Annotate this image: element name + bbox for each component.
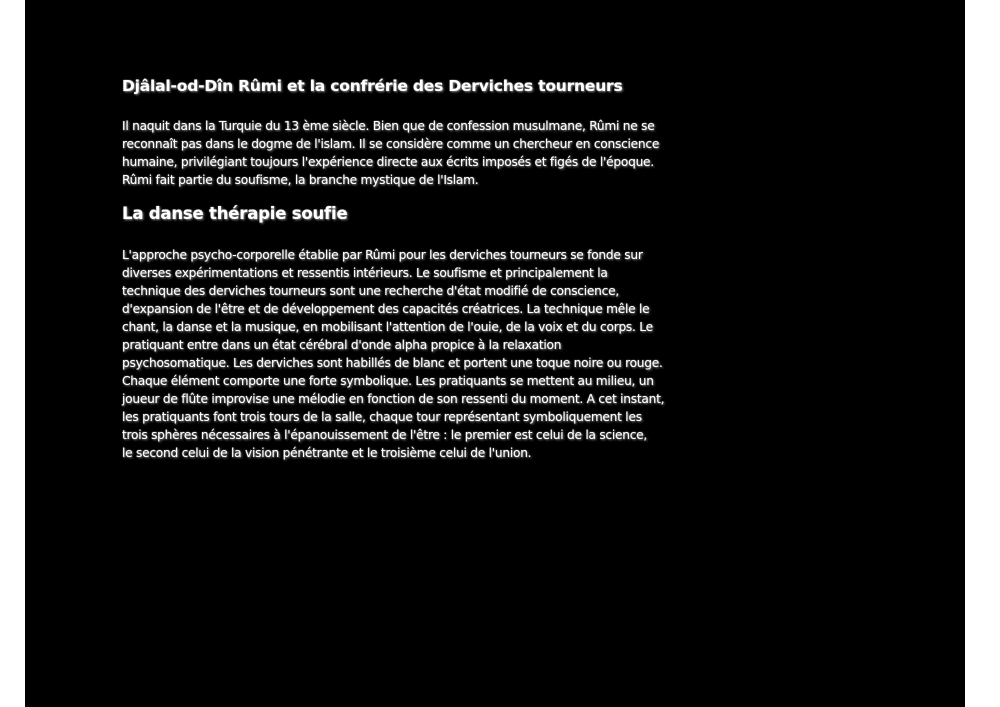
body-line: le second celui de la vision pénétrante et le troisième celui de l'union. — [122, 446, 532, 460]
intro-paragraph — [122, 117, 692, 189]
body-line: Chaque élément comporte une forte symbolique. Les pratiquants se mettent au milieu, un — [122, 374, 654, 388]
body-line: les pratiquants font trois tours de la salle, chaque tour représentant symboliquement les — [122, 410, 642, 424]
intro-line: humaine, privilégiant toujours l'expérience directe aux écrits imposés et figés de l'époque. — [122, 155, 654, 169]
intro-line: Il naquit dans la Turquie du 13 ème siècle. Bien que de confession musulmane, Rûmi ne se — [122, 119, 655, 133]
body-line: psychosomatique. Les derviches sont habillés de blanc et portent une toque noire ou rouge. — [122, 356, 663, 370]
intro-line: reconnaît pas dans le dogme de l'islam. Il se considère comme un chercheur en conscience — [122, 137, 660, 151]
body-line: d'expansion de l'être et de développement des capacités créatrices. La technique mêle le — [122, 302, 650, 316]
body-paragraph — [122, 246, 692, 462]
body-line: joueur de flûte improvise une mélodie en fonction de son ressenti du moment. A cet instant, — [122, 392, 665, 406]
body-line: chant, la danse et la musique, en mobilisant l'attention de l'ouie, de la voix et du corps. Le — [122, 320, 653, 334]
body-line: pratiquant entre dans un état cérébral d'onde alpha propice à la relaxation — [122, 338, 562, 352]
body-line: L'approche psycho-corporelle établie par Rûmi pour les derviches tourneurs se fonde sur — [122, 248, 643, 262]
body-line: technique des derviches tourneurs sont une recherche d'état modifié de conscience, — [122, 284, 619, 298]
body-line: trois sphères nécessaires à l'épanouissement de l'être : le premier est celui de la science, — [122, 428, 648, 442]
section-heading: La danse thérapie soufie — [122, 204, 348, 223]
body-line: diverses expérimentations et ressentis intérieurs. Le soufisme et principalement la — [122, 266, 608, 280]
article-content — [122, 74, 692, 462]
page-title: Djâlal-od-Dîn Rûmi et la confrérie des Derviches tourneurs — [122, 77, 623, 95]
intro-line: Rûmi fait partie du soufisme, la branche mystique de l'Islam. — [122, 173, 479, 187]
document-page — [25, 0, 965, 707]
